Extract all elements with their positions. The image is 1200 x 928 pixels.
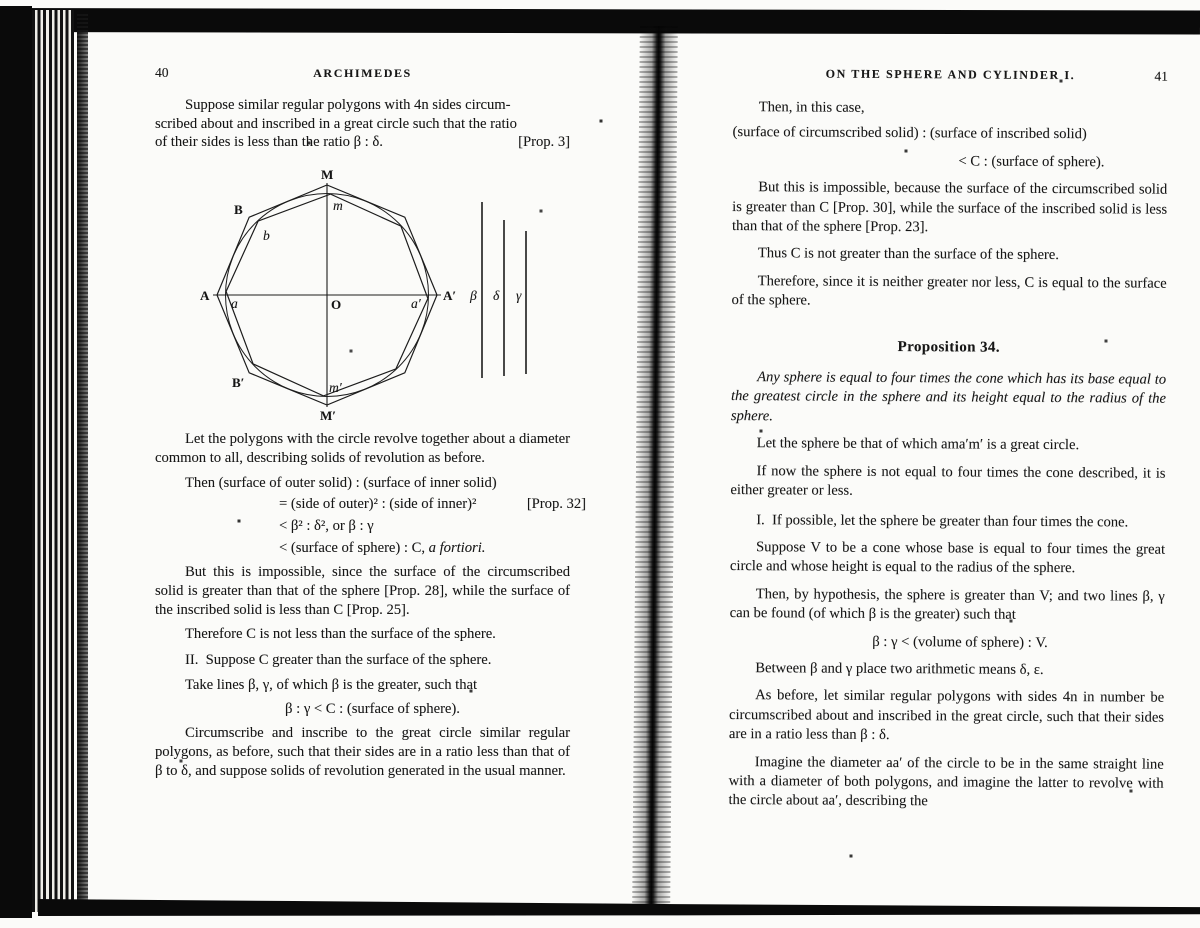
equation-line: < β² : δ², or β : γ: [279, 517, 374, 534]
page-edge-stripes: [32, 10, 74, 912]
paragraph-revolve: Let the polygons with the circle revolve together about a diameter common to all, describing solids of revolution as before.: [155, 431, 570, 466]
paragraph-let-sphere: Let the sphere be that of which ama′m′ is a great circle.: [756, 435, 1080, 454]
text-line: scribed about and inscribed in a great circle such that the ratio: [155, 115, 517, 132]
equation-line: [279, 495, 586, 514]
paragraph-case-two: II. Suppose C greater than the surface of the sphere.: [185, 652, 492, 669]
text-line: Suppose similar regular polygons with 4n sides circum-: [185, 97, 511, 113]
equation-centered: β : γ < C : (surface of sphere).: [285, 700, 460, 717]
paragraph-then: Then, in this case,: [758, 99, 865, 116]
equation-text-italic: a fortiori.: [428, 539, 486, 556]
equation-line: (surface of circumscribed solid) : (surface of inscribed solid): [732, 124, 1087, 143]
figure-label-M: M: [321, 167, 334, 183]
figure-label-m: m: [333, 198, 343, 214]
scan-top-border: [6, 8, 1200, 35]
paragraph-hypothesis: Then, by hypothesis, the sphere is greater than V; and two lines β, γ can be found (of which β is the greater) such that: [729, 585, 1165, 623]
scan-left-border: [0, 6, 32, 918]
paragraph-impossible: But this is impossible, since the surface of the circumscribed solid is greater than that of the sphere [Prop. 28], while the surface of the inscribed solid is less than C [Prop. 25].: [155, 564, 570, 618]
proposition-reference: [Prop. 3]: [518, 134, 570, 151]
paragraph-thus: Thus C is not greater than the surface of the sphere.: [757, 245, 1059, 264]
paragraph-as-before: As before, let similar regular polygons with sides 4n in number be circumscribed about and inscribed in the great circle, such that their sides are in a ratio less than β : δ.: [728, 687, 1165, 744]
paragraph-imagine: Imagine the diameter aa′ of the circle to be in the same straight line with a diameter of both polygons, and imagine the latter to revolve with the circle about aa′, describing the: [728, 753, 1164, 810]
page-edge-shadow: [77, 14, 88, 910]
figure-label-A: A: [200, 288, 210, 304]
book-spine-gutter: [632, 26, 678, 908]
equation-centered: β : γ < (volume of sphere) : V.: [872, 633, 1048, 651]
paragraph-circumscribe: Circumscribe and inscribe to the great circle similar regular polygons, as before, such that their sides are in a ratio less than that of β to δ, and suppose solids of revolution generated in the usual manner.: [155, 725, 570, 779]
figure-label-m-prime: m′: [329, 380, 342, 396]
right-page: [728, 64, 1168, 813]
proposition-statement: Any sphere is equal to four times the cone which has its base equal to the greatest circle in the sphere and its height equal to the radius of the sphere.: [730, 369, 1167, 425]
left-page-header: [155, 64, 570, 84]
equation-intro: Then (surface of outer solid) : (surface of inner solid): [185, 474, 497, 491]
page-number-right: 41: [1154, 68, 1168, 84]
paragraph-case-one: I. If possible, let the sphere be greater than four times the cone.: [756, 511, 1129, 530]
paragraph-equal: Therefore, since it is neither greater nor less, C is equal to the surface of the sphere.: [731, 272, 1167, 309]
paragraph-if-now: If now the sphere is not equal to four times the cone described, it is either greater or less.: [730, 462, 1166, 499]
right-page-header: [733, 64, 1168, 87]
scan-bottom-border: [38, 899, 1200, 916]
paragraph-therefore: Therefore C is not less than the surface of the sphere.: [185, 626, 496, 643]
figure-label-a-prime: a′: [411, 296, 421, 312]
equation-line: [279, 539, 570, 558]
figure-label-beta: β: [470, 288, 477, 304]
equation-text: < (surface of sphere) : C,: [279, 539, 429, 556]
scan-noise-specks: [0, 0, 2, 2]
left-page: [155, 64, 586, 780]
figure-label-b: b: [263, 228, 270, 244]
figure-label-A-prime: A′: [443, 288, 457, 304]
page-number-left: 40: [155, 65, 169, 80]
text-line-part: of their sides is less than the ratio β : δ.: [155, 134, 383, 151]
equation-block: [279, 495, 586, 557]
figure-label-B: B: [234, 202, 243, 218]
paragraph-suppose-v: Suppose V to be a cone whose base is equal to four times the great circle and whose height is equal to the radius of the sphere.: [729, 539, 1166, 577]
figure-label-a: a: [231, 296, 238, 312]
paragraph-impossible: But this is impossible, because the surface of the circumscribed solid is greater than C [Prop. 30], while the surface of the inscribed solid is less than that of the sphere [Prop. 23].: [731, 179, 1168, 236]
equation-line: < C : (surface of sphere).: [958, 153, 1105, 171]
equation-text: = (side of outer)² : (side of inner)²: [279, 496, 477, 513]
figure-label-O: O: [331, 297, 342, 313]
running-header-left: ARCHIMEDES: [313, 66, 412, 80]
geometric-figure: [180, 166, 570, 424]
figure-label-delta: δ: [493, 288, 500, 304]
running-header-right: ON THE SPHERE AND CYLINDER I.: [825, 66, 1076, 83]
paragraph-polygons: [155, 96, 570, 152]
paragraph-between: Between β and γ place two arithmetic means δ, ε.: [755, 660, 1044, 678]
paragraph-take-lines: Take lines β, γ, of which β is the greater, such that: [185, 676, 478, 693]
text-line: [155, 133, 570, 152]
figure-label-gamma: γ: [516, 288, 522, 304]
proposition-reference: [Prop. 32]: [526, 496, 586, 513]
figure-label-M-prime: M′: [320, 408, 336, 424]
figure-label-B-prime: B′: [232, 375, 245, 391]
proposition-heading: Proposition 34.: [897, 338, 1001, 356]
figure-svg: [180, 166, 542, 424]
